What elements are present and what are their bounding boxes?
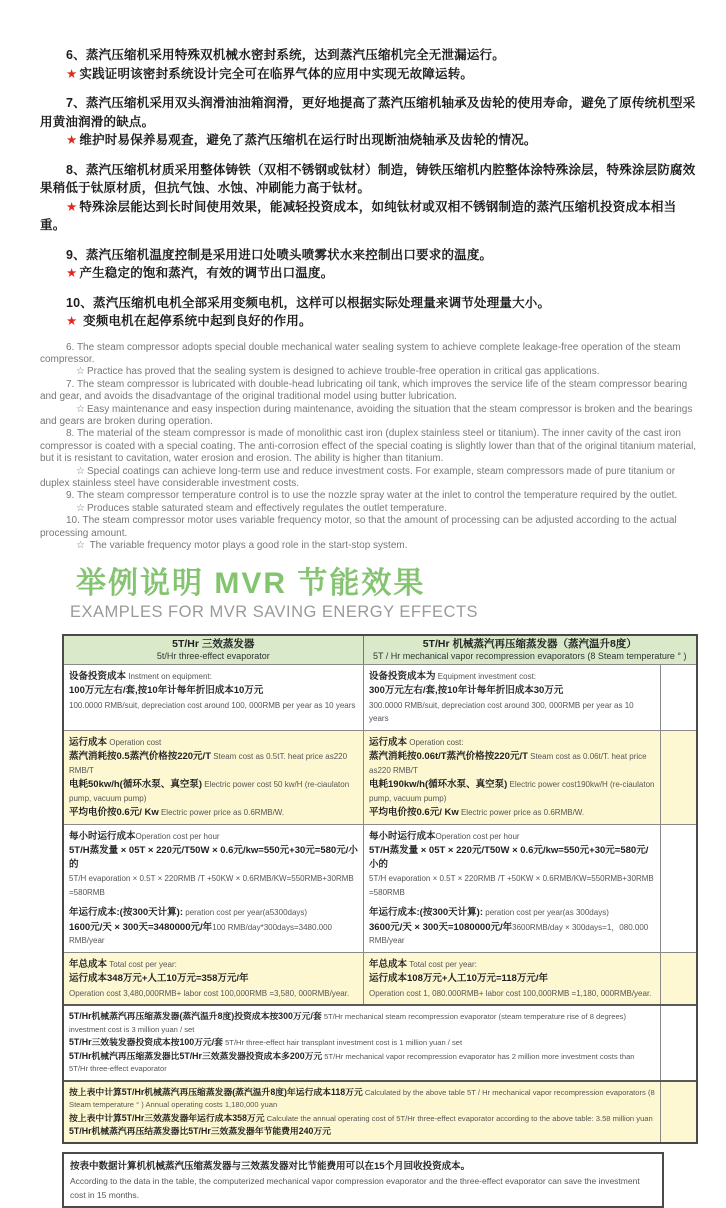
line-cn: 设备投资成本 [69, 670, 127, 682]
text-line [369, 871, 655, 898]
text-line [69, 735, 358, 749]
line-en: 100 RMB/day*300days=3480.000 RMB/year [69, 922, 332, 946]
line-cn: 运行成本 [69, 736, 108, 748]
line-cn: 年总成本 [369, 958, 408, 970]
text-line [369, 777, 655, 804]
point-text: 7、蒸汽压缩机采用双头润滑油油箱润滑，更好地提高了蒸汽压缩机轴承及齿轮的使用寿命，避免了原传统机型采用黄油润滑的缺点。 [40, 96, 696, 129]
line-cn: 年运行成本:(按300天计算): [69, 907, 184, 919]
empty-cell [661, 1082, 696, 1142]
line-cn: 按上表中计算5T/Hr机械蒸汽再压缩蒸发器(蒸汽温升8度)年运行成本118万元 [69, 1086, 363, 1097]
text-line [369, 905, 655, 919]
line-cn: 每小时运行成本 [69, 830, 136, 842]
point-group [40, 490, 700, 515]
point-group [40, 379, 700, 429]
line-en: 5T/H evaporation × 0.5T × 220RMB /T +50KW × 0.6RMB/KW=550RMB+30RMB =580RMB [69, 874, 354, 897]
en-points-section [40, 342, 700, 553]
point-text: 6、蒸汽压缩机采用特殊双机械水密封系统，达到蒸汽压缩机完全无泄漏运行。 [66, 48, 505, 62]
text-line [369, 920, 655, 947]
text-line [69, 1112, 655, 1125]
line-cn: 5T/Hr机械汽再压缩蒸发器比5T/Hr三效蒸发器投资成本多200万元 [69, 1050, 323, 1061]
point-text: 8. The material of the steam compressor is made of monolithic cast iron (duplex stainless steel or titanium). The inner cavity of the cast iron compressor is coated with a special coating. The anti-corrosion effect of the special coating is slightly lower than that of the original titanium material, but it is resistant to cavitation, water erosion and erosion. The ability is higher than titanium. [40, 428, 697, 465]
line-en: Instment on equipment: [126, 671, 212, 681]
text-line [69, 920, 358, 947]
star-icon: ★ [66, 66, 78, 81]
star-icon: ★ [66, 314, 78, 328]
star-icon: ☆ [76, 366, 85, 378]
conclusion-box [62, 1152, 664, 1208]
text-line [69, 805, 358, 819]
text-line [69, 971, 358, 985]
star-icon: ☆ [76, 403, 85, 415]
investment-right-cell [364, 665, 661, 730]
point-note: ☆ Easy maintenance and easy inspection during maintenance, avoiding the situation that the steam compressor is broken and the bearings and gears are broken during operation. [40, 403, 693, 427]
investment-comparison-cell [64, 1006, 661, 1080]
total-left-cell [64, 953, 364, 1005]
text-line [369, 971, 655, 985]
empty-cell [661, 731, 696, 824]
text-line [369, 843, 655, 870]
text-line [69, 986, 358, 1000]
line-en: peration cost per year(a5300days) [183, 908, 308, 918]
point-group [40, 246, 700, 283]
point-note: ☆ The variable frequency motor plays a good role in the start-stop system. [76, 540, 408, 551]
text-line [369, 829, 655, 843]
point-group [40, 46, 700, 83]
point-text: 9. The steam compressor temperature control is to use the nozzle spray water at the inlet to control the temperature required by the outlet. [66, 490, 678, 502]
line-cn: 电耗50kw/h(循环水泵、真空泵) [69, 779, 203, 791]
table-header-left [64, 636, 364, 664]
line-en: Calculated by the above table 5T / Hr mechanical vapor recompression evaporators (8 Steam temperature ° ) Annual operating costs 1,180,000 yuan [69, 1087, 655, 1110]
table-row-total-cost [64, 952, 696, 1005]
line-cn: 运行成本348万元+人工10万元=358万元/年 [69, 973, 249, 985]
section-heading-cn: 举例说明 MVR 节能效果 [76, 567, 426, 601]
star-icon: ☆ [76, 502, 85, 514]
point-text: 10. The steam compressor motor uses variable frequency motor, so that the amount of processing can be adjusted according to the actual processing amount. [40, 515, 677, 539]
operating-comparison-cell [64, 1082, 661, 1142]
line-en: Steam cost as 0.06t/T. heat price as220 RMB/T [369, 752, 647, 775]
line-en: Operation cost: [407, 737, 464, 747]
star-icon: ★ [66, 133, 78, 147]
text-line [369, 683, 655, 697]
line-cn: 1600元/天 × 300天=3480000元/年 [69, 921, 213, 933]
header-right-en: 5T / Hr mechanical vapor recompression evaporators (8 Steam temperature ° ) [372, 650, 687, 661]
text-line [69, 683, 358, 697]
point-group [40, 161, 700, 235]
point-note: ★ 特殊涂层能达到长时间使用效果，能减轻投资成本，如纯钛材或双相不锈钢制造的蒸汽压缩机投资成本相当重。 [40, 199, 677, 232]
text-line [69, 905, 358, 919]
line-cn: 电耗190kw/h(循环水泵、真空泵) [369, 779, 508, 791]
line-en: Calculate the annual operating cost of 5T/Hr three-effect evaporator according to the above table: 3.58 million yuan [264, 1113, 653, 1123]
text-line [369, 986, 655, 1000]
header-right-cn: 5T/Hr 机械蒸汽再压缩蒸发器（蒸汽温升8度） [422, 638, 637, 651]
operation-left-cell [64, 731, 364, 824]
line-en: Steam cost as 0.5tT. heat price as220 RMB/T [69, 752, 348, 775]
text-line [69, 1086, 655, 1111]
line-cn: 蒸汽消耗按0.06t/T蒸汽价格按220元/T [369, 751, 528, 763]
line-spacer [369, 899, 655, 904]
line-en: Operation cost [107, 737, 162, 747]
text-line [69, 843, 358, 870]
line-cn: 按表中数据计算机机械蒸汽压缩蒸发器与三效蒸发器对比节能费用可以在15个月回收投资成本。 [70, 1160, 471, 1172]
table-row-investment-comparison [64, 1004, 696, 1080]
star-icon: ☆ [76, 540, 85, 551]
text-line [70, 1159, 656, 1174]
total-right-cell [364, 953, 661, 1005]
line-en: Electric power cost 50 kw/H (re-ciaulaton pump, vacuum pump) [69, 780, 350, 803]
text-line [69, 871, 358, 898]
table-row-operation-cost [64, 730, 696, 824]
text-line [369, 669, 655, 683]
line-en: 5T/H evaporation × 0.5T × 220RMB /T +50KW × 0.6RMB/KW=550RMB+30RMB =580RMB [369, 874, 654, 897]
investment-left-cell [64, 665, 364, 730]
line-cn: 年运行成本:(按300天计算): [369, 907, 484, 919]
point-group [40, 294, 700, 331]
section-heading-en: EXAMPLES FOR MVR SAVING ENERGY EFFECTS [70, 603, 479, 622]
table-row-hourly-cost [64, 824, 696, 952]
text-line [69, 1010, 655, 1035]
line-cn: 按上表中计算5T/Hr三效蒸发器年运行成本358万元 [69, 1112, 265, 1123]
point-note: ★ 变频电机在起停系统中起到良好的作用。 [66, 314, 312, 328]
section-heading [40, 568, 700, 622]
line-en: Operation cost per hour [435, 831, 520, 841]
point-note: ☆ Produces stable saturated steam and effectively regulates the outlet temperature. [76, 502, 447, 514]
line-en: Electric power price as 0.6RMB/W. [158, 808, 285, 818]
table-header-right [364, 636, 696, 664]
text-line [69, 1050, 655, 1075]
point-note: ★ 实践证明该密封系统设计完全可在临界气体的应用中实现无故障运转。 [66, 66, 474, 81]
text-line [69, 669, 358, 683]
text-line [70, 1174, 656, 1201]
line-cn: 5T/Hr机械蒸汽再压结蒸发器比5T/Hr三效蒸发器年节能费用240万元 [69, 1126, 331, 1137]
line-cn: 每小时运行成本 [369, 830, 436, 842]
line-en: Operation cost 1, 080.000RMB+ labor cost 100,000RMB =1,180, 000RMB/year. [369, 988, 652, 998]
line-cn: 3600元/天 × 300天=1080000元/年 [369, 921, 513, 933]
star-icon: ☆ [76, 465, 85, 477]
point-note: ☆ Practice has proved that the sealing system is designed to achieve trouble-free operation in critical gas applications. [76, 366, 600, 378]
line-en: 3600RMB/day × 300days=1，080.000 RMB/year [369, 922, 649, 946]
point-text: 9、蒸汽压缩机温度控制是采用进口处喷头喷雾状水来控制出口要求的温度。 [66, 247, 493, 262]
star-icon: ★ [66, 199, 78, 214]
operation-right-cell [364, 731, 661, 824]
table-header-row [64, 636, 696, 664]
table-row-operating-comparison [64, 1080, 696, 1142]
line-cn: 平均电价按0.6元/ Kw [69, 807, 159, 819]
line-spacer [69, 899, 358, 904]
empty-cell [661, 953, 696, 1005]
line-en: 100.0000 RMB/suit, depreciation cost around 100, 000RMB per year as 10 years [69, 700, 356, 710]
line-cn: 平均电价按0.6元/ Kw [369, 807, 459, 819]
point-note: ★ 产生稳定的饱和蒸汽，有效的调节出口温度。 [66, 266, 334, 280]
point-group [40, 515, 700, 552]
line-en: 5T/Hr three-effect hair transplant investment cost is 1 million yuan / set [222, 1038, 463, 1048]
point-note: ★ 维护时易保养易观查，避免了蒸汽压缩机在运行时出现断油烧轴承及齿轮的情况。 [66, 133, 537, 147]
text-line [69, 1125, 655, 1137]
line-en: Total cost per year: [407, 959, 477, 969]
header-left-cn: 5T/Hr 三效蒸发器 [172, 638, 255, 651]
line-en: peration cost per year(as 300days) [483, 908, 609, 918]
line-cn: 运行成本 [369, 736, 408, 748]
line-cn: 运行成本108万元+人工10万元=118万元/年 [369, 973, 548, 985]
text-line [369, 698, 655, 725]
point-text: 8、蒸汽压缩机材质采用整体铸铁（双相不锈钢或钛材）制造，铸铁压缩机内腔整体涂特殊涂层，特殊涂层防腐效果稍低于钛原材质，但抗气蚀、水蚀、冲刷能力高于钛材。 [40, 162, 696, 195]
point-note: ☆ Special coatings can achieve long-term use and reduce investment costs. For example, steam compressors made of pure titanium or duplex stainless steel have considerable investment costs. [40, 465, 676, 489]
line-en: Electric power price as 0.6RMB/W. [458, 808, 585, 818]
point-group [40, 94, 700, 150]
line-en: 5T/Hr mechanical vapor recompression evaporator has 2 million more investment costs than 5T/Hr three-effect evaporator [69, 1051, 635, 1074]
line-en: 5T/Hr mechanical steam recompression evaporator (steam temperature rise of 8 degrees) investment cost is 3 million yuan / set [69, 1012, 627, 1034]
line-cn: 100万元左右/套,按10年计每年折旧成本10万元 [69, 685, 264, 697]
line-en: Equipment investment cost: [435, 671, 537, 681]
point-text: 6. The steam compressor adopts special double mechanical water sealing system to achieve complete leakage-free operation of the steam compressor. [40, 341, 681, 365]
hourly-left-cell [64, 825, 364, 952]
text-line [69, 698, 358, 712]
comparison-table [62, 634, 698, 1144]
text-line [369, 805, 655, 819]
line-cn: 5T/H蒸发量 × 05T × 220元/T50W × 0.6元/kw=550元+30元=580元/小的 [369, 845, 649, 870]
line-en: According to the data in the table, the computerized mechanical vapor compression evaporator and the three-effect evaporator can save the investment cost in 15 months. [70, 1176, 640, 1200]
text-line [69, 777, 358, 804]
text-line [369, 735, 655, 749]
line-en: Electric power cost190kw/H (re-ciaulaton pump, vacuum pump) [369, 780, 655, 803]
line-cn: 年总成本 [69, 958, 108, 970]
header-left-en: 5t/Hr three-effect evaporator [156, 650, 270, 661]
empty-cell [661, 825, 696, 952]
line-en: 300.0000 RMB/suit, depreciation cost around 300, 000RMB per year as 10 years [369, 700, 634, 724]
point-text: 10、蒸汽压缩机电机全部采用变频电机，这样可以根据实际处理量来调节处理量大小。 [66, 295, 551, 310]
text-line [369, 957, 655, 971]
line-cn: 5T/Hr机械蒸汽再压缩蒸发器(蒸汽温升8度)投资成本按300万元/套 [69, 1011, 322, 1022]
empty-cell [661, 1006, 696, 1080]
text-line [69, 749, 358, 776]
text-line [369, 749, 655, 776]
line-cn: 300万元左右/套,按10年计每年折旧成本30万元 [369, 685, 564, 697]
point-text: 7. The steam compressor is lubricated with double-head lubricating oil tank, which improves the service life of the steam compressor bearing and gear, and avoids the disadvantage of the original traditional model using butter lubrication. [40, 378, 688, 403]
line-en: Total cost per year: [107, 959, 177, 969]
line-cn: 蒸汽消耗按0.5蒸汽价格按220元/T [69, 751, 211, 763]
text-line [69, 829, 358, 843]
line-cn: 设备投资成本为 [369, 670, 436, 682]
line-en: Operation cost 3,480,000RMB+ labor cost 100,000RMB =3,580, 000RMB/year. [69, 988, 350, 998]
line-en: Operation cost per hour [135, 831, 220, 841]
line-cn: 5T/Hr三效装发器投资成本按100万元/套 [69, 1037, 223, 1048]
cn-points-section [40, 46, 700, 331]
star-icon: ★ [66, 266, 78, 280]
line-cn: 5T/H蒸发量 × 05T × 220元/T50W × 0.6元/kw=550元+30元=580元/小的 [69, 845, 358, 870]
hourly-right-cell [364, 825, 661, 952]
point-group [40, 428, 700, 490]
empty-cell [661, 665, 696, 730]
table-row-investment [64, 664, 696, 730]
text-line [69, 957, 358, 971]
text-line [69, 1036, 655, 1049]
point-group [40, 342, 700, 379]
